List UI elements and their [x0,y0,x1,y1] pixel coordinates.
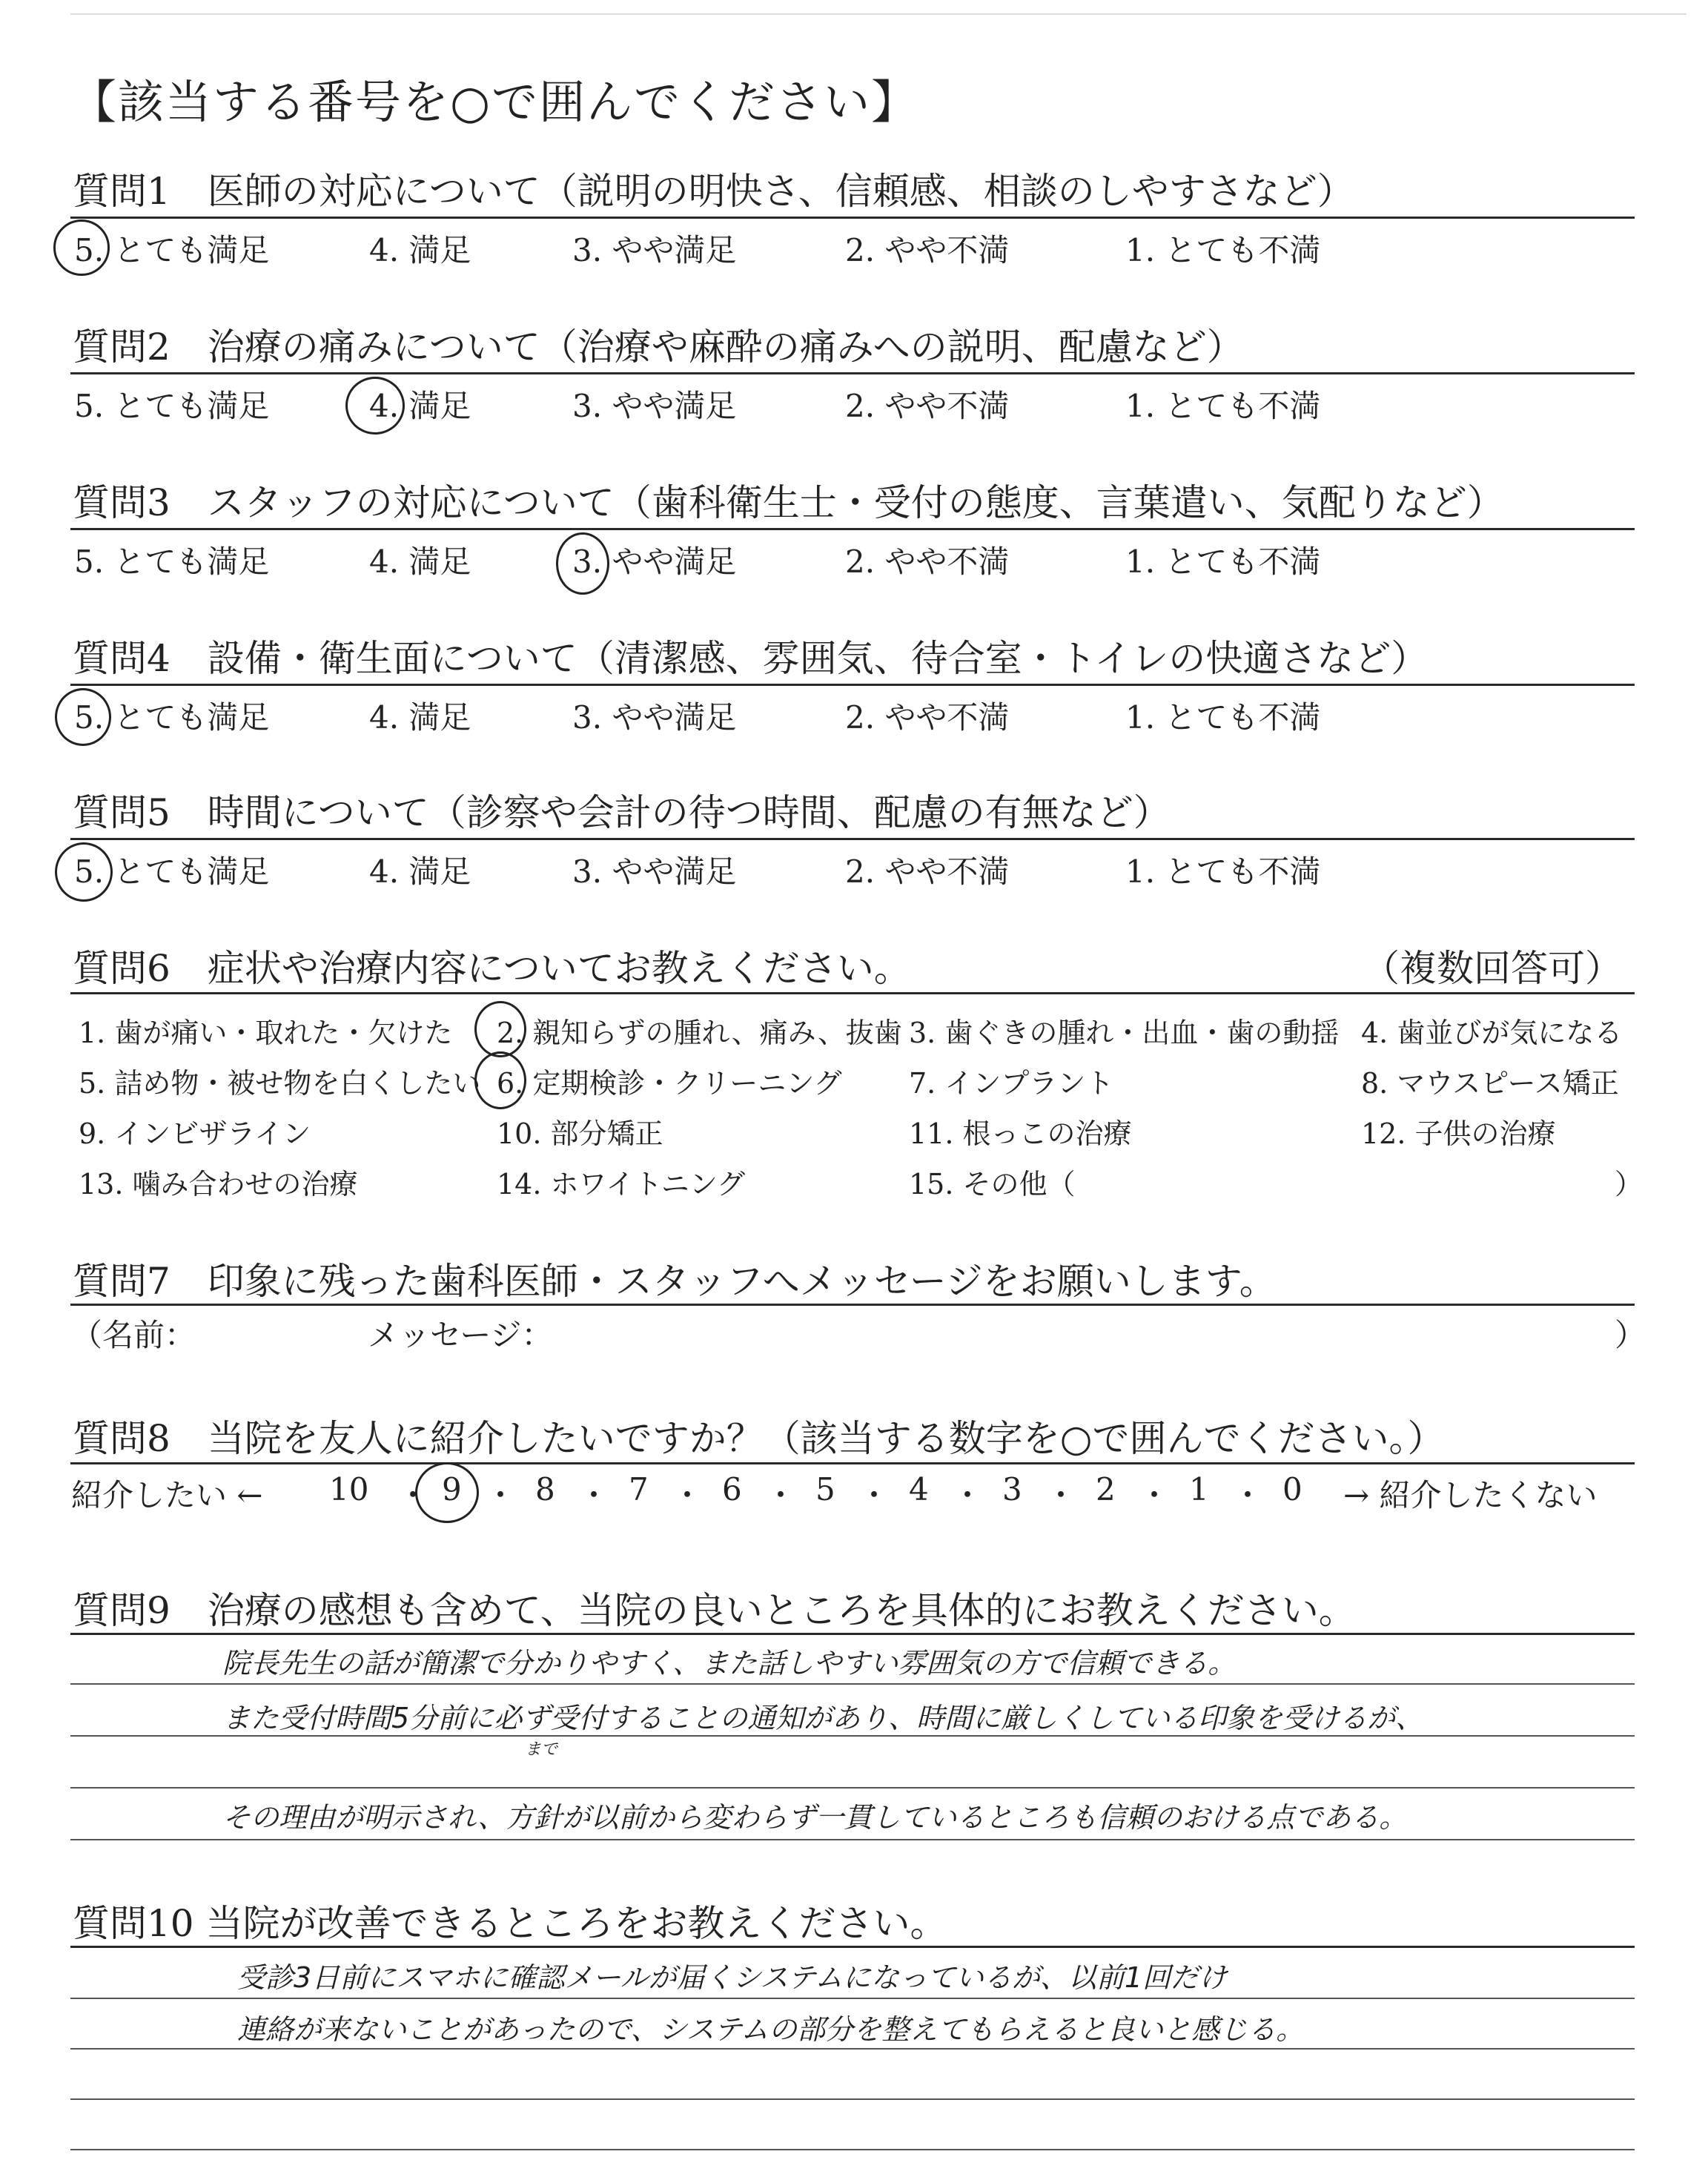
q1-selection-circle [53,219,110,276]
question-4-rule [70,684,1635,686]
question-10-rule [70,1946,1635,1948]
q6-option-1[interactable]: 1. 歯が痛い・取れた・欠けた [79,1017,453,1049]
q8-score-3[interactable]: 3 [1002,1471,1022,1507]
question-3-rule [70,528,1635,530]
q4-option-5[interactable]: 5. とても満足 [74,699,270,736]
question-3-title: 質問3 スタッフの対応について（歯科衛生士・受付の態度、言葉遣い、気配りなど） [73,481,1504,524]
q4-option-2[interactable]: 2. やや不満 [845,699,1010,736]
question-6-rule [70,992,1635,994]
question-9-rule [70,1633,1635,1635]
question-4-title: 質問4 設備・衛生面について（清潔感、雰囲気、待合室・トイレの快適さなど） [73,637,1429,680]
q6-option-5[interactable]: 5. 詰め物・被せ物を白くしたい [79,1067,481,1100]
q4-selection-circle [55,688,111,746]
q3-selection-circle [556,532,609,595]
question-1-rule [70,217,1635,219]
q1-option-3[interactable]: 3. やや満足 [572,232,737,268]
q2-option-2[interactable]: 2. やや不満 [845,388,1010,424]
q6-option-6[interactable]: 6. 定期検診・クリーニング [497,1067,842,1100]
q9-answer-line-3: その理由が明示され、方針が以前から変わらず一貫しているところも信頼のおける点である。 [222,1801,1408,1834]
question-2-title: 質問2 治療の痛みについて（治療や麻酔の痛みへの説明、配慮など） [73,326,1244,369]
q6-option-11[interactable]: 11. 根っこの治療 [909,1117,1132,1150]
q6-option-9[interactable]: 9. インビザライン [79,1117,311,1150]
q1-option-2[interactable]: 2. やや不満 [845,232,1010,268]
q5-option-4[interactable]: 4. 満足 [369,853,471,890]
q5-option-3[interactable]: 3. やや満足 [572,853,737,890]
q4-option-4[interactable]: 4. 満足 [369,699,471,736]
q3-option-2[interactable]: 2. やや不満 [845,544,1010,580]
q6-option-3[interactable]: 3. 歯ぐきの腫れ・出血・歯の動揺 [909,1017,1340,1049]
q6-option-8[interactable]: 8. マウスピース矯正 [1361,1067,1619,1100]
q6-selection-circle-2 [474,1001,526,1057]
q1-option-1[interactable]: 1. とても不満 [1125,232,1321,268]
question-5-title: 質問5 時間について（診察や会計の待つ時間、配慮の有無など） [73,791,1171,834]
page-heading: 【該当する番号を○で囲んでください】 [70,75,919,129]
q8-dot: ・ [485,1477,517,1513]
q8-dot: ・ [1232,1477,1264,1513]
q5-selection-circle [55,842,113,902]
q8-selection-circle [415,1462,479,1523]
q8-score-6[interactable]: 6 [722,1471,742,1507]
q6-option-4[interactable]: 4. 歯並びが気になる [1361,1017,1623,1049]
q8-dot: ・ [1139,1477,1171,1513]
question-2-rule [70,372,1635,374]
question-5-rule [70,838,1635,840]
q2-selection-circle [345,377,405,435]
question-6-note: （複数回答可） [1363,947,1622,990]
q8-score-1[interactable]: 1 [1189,1471,1209,1507]
question-8-rule [70,1462,1635,1464]
q8-dot: ・ [672,1477,704,1513]
q2-option-1[interactable]: 1. とても不満 [1125,388,1321,424]
q10-answer-line-2: 連絡が来ないことがあったので、システムの部分を整えてもらえると良いと感じる。 [237,2013,1305,2046]
q6-option-10[interactable]: 10. 部分矯正 [497,1117,663,1150]
q1-option-5[interactable]: 5. とても満足 [74,232,270,268]
q8-right-label: → 紹介したくない [1343,1477,1598,1513]
q10-answer-line [70,2048,1635,2050]
q5-option-2[interactable]: 2. やや不満 [845,853,1010,890]
q8-dot: ・ [578,1477,610,1513]
q6-other-close-paren: ） [1615,1168,1644,1200]
q8-dot: ・ [952,1477,984,1513]
q8-dot: ・ [858,1477,890,1513]
q8-score-5[interactable]: 5 [815,1471,835,1507]
q10-answer-line-1: 受診3日前にスマホに確認メールが届くシステムになっているが、以前1回だけ [237,1961,1228,1994]
q8-score-4[interactable]: 4 [909,1471,929,1507]
q8-score-9[interactable]: 9 [442,1471,462,1507]
q6-option-12[interactable]: 12. 子供の治療 [1361,1117,1556,1150]
q9-answer-line-2: また受付時間5分前に必ず受付することの通知があり、時間に厳しくしている印象を受けるが、 [222,1702,1424,1734]
q3-option-1[interactable]: 1. とても不満 [1125,544,1321,580]
q6-option-14[interactable]: 14. ホワイトニング [497,1168,746,1200]
q8-dot: ・ [397,1477,429,1513]
q9-answer-line [70,1839,1635,1840]
q7-close-paren: ） [1615,1317,1646,1353]
q8-dot: ・ [1045,1477,1077,1513]
q9-answer-line [70,1787,1635,1789]
q9-answer-line [70,1683,1635,1685]
q3-option-4[interactable]: 4. 満足 [369,544,471,580]
q6-option-2[interactable]: 2. 親知らずの腫れ、痛み、抜歯 [497,1017,902,1049]
question-8-title: 質問8 当院を友人に紹介したいですか？（該当する数字を○で囲んでください。） [73,1417,1445,1460]
q8-score-7[interactable]: 7 [629,1471,649,1507]
q8-score-2[interactable]: 2 [1096,1471,1116,1507]
q10-answer-line [70,2098,1635,2100]
q8-dot: ・ [765,1477,797,1513]
question-10-title: 質問10 当院が改善できるところをお教えください。 [73,1902,947,1945]
q8-score-0[interactable]: 0 [1282,1471,1302,1507]
q6-option-13[interactable]: 13. 噛み合わせの治療 [79,1168,358,1200]
q6-selection-circle-6 [474,1051,526,1109]
top-border [70,13,1687,15]
question-7-title: 質問7 印象に残った歯科医師・スタッフへメッセージをお願いします。 [73,1260,1277,1303]
q8-score-10[interactable]: 10 [329,1471,369,1507]
q2-option-4[interactable]: 4. 満足 [369,388,471,424]
q6-option-15[interactable]: 15. その他（ [909,1168,1076,1200]
q7-name-label: （名前： [71,1317,196,1353]
q3-option-5[interactable]: 5. とても満足 [74,544,270,580]
q5-option-1[interactable]: 1. とても不満 [1125,853,1321,890]
q3-option-3[interactable]: 3. やや満足 [572,544,737,580]
q9-answer-insert: まで [525,1740,558,1759]
q2-option-5[interactable]: 5. とても満足 [74,388,270,424]
question-6-title: 質問6 症状や治療内容についてお教えください。 [73,947,911,990]
q8-score-8[interactable]: 8 [535,1471,555,1507]
question-9-title: 質問9 治療の感想も含めて、当院の良いところを具体的にお教えください。 [73,1589,1356,1632]
q10-answer-line [70,1998,1635,1999]
q8-left-label: 紹介したい ← [71,1477,263,1513]
question-1-title: 質問1 医師の対応について（説明の明快さ、信頼感、相談のしやすさなど） [73,170,1354,213]
q5-option-5[interactable]: 5. とても満足 [74,853,270,890]
q2-option-3[interactable]: 3. やや満足 [572,388,737,424]
q4-option-3[interactable]: 3. やや満足 [572,699,737,736]
q6-option-7[interactable]: 7. インプラント [909,1067,1114,1100]
q1-option-4[interactable]: 4. 満足 [369,232,471,268]
q7-message-label: メッセージ： [368,1317,553,1353]
question-7-rule [70,1304,1635,1306]
q10-answer-line [70,2149,1635,2150]
q9-answer-line-1: 院長先生の話が簡潔で分かりやすく、また話しやすい雰囲気の方で信頼できる。 [222,1647,1237,1680]
q4-option-1[interactable]: 1. とても不満 [1125,699,1321,736]
